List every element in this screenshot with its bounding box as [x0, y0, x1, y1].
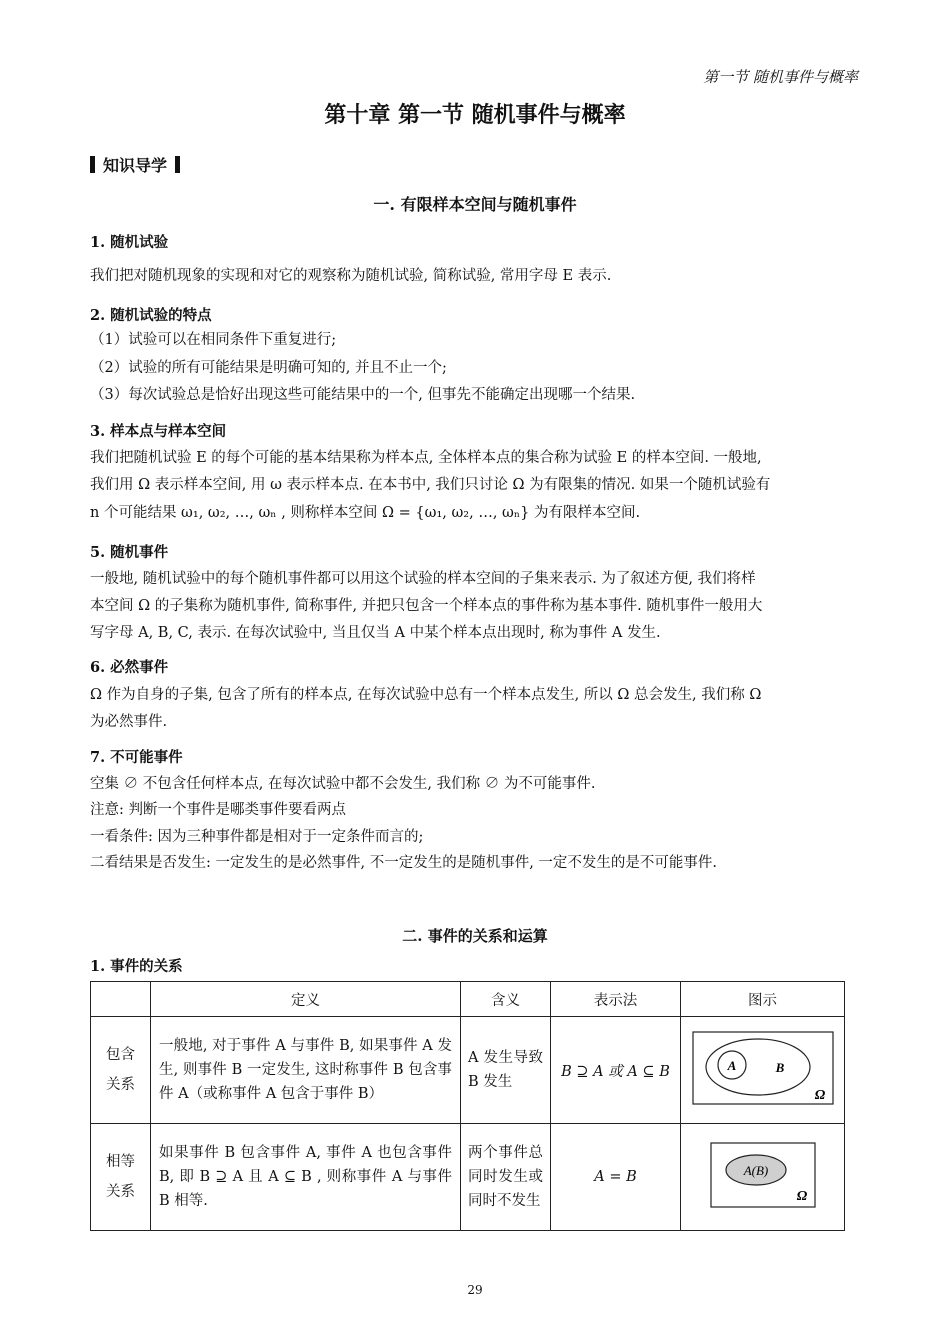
table-header-notation: 表示法 — [551, 982, 681, 1017]
heading-experiment-features: 2. 随机试验的特点 — [90, 307, 212, 324]
para-random-event-l1: 一般地, 随机试验中的每个随机事件都可以用这个试验的样本空间的子集来表示. 为了叙述方便, 我们将样 — [90, 571, 756, 587]
table-row — [91, 1017, 845, 1124]
page-title: 第十章 第一节 随机事件与概率 — [324, 102, 626, 128]
tag-bar-left — [90, 156, 95, 173]
heading-certain-event: 6. 必然事件 — [90, 659, 169, 676]
page-number: 29 — [467, 1283, 483, 1297]
para-certain-event-l1: Ω 作为自身的子集, 包含了所有的样本点, 在每次试验中总有一个样本点发生, 所以 Ω 总会发生, 我们称 Ω — [90, 687, 762, 703]
table-header-diagram: 图示 — [681, 982, 845, 1017]
para-impossible-event: 空集 ∅ 不包含任何样本点, 在每次试验中都不会发生, 我们称 ∅ 为不可能事件. — [90, 776, 596, 792]
para-note: 注意: 判断一个事件是哪类事件要看两点 — [90, 802, 346, 818]
para-sample-space-l3: n 个可能结果 ω₁, ω₂, …, ωₙ , 则称样本空间 Ω = {ω₁, ω₂, …, ωₙ} 为有限样本空间. — [90, 505, 641, 521]
relation-name-l1: 包含 — [106, 1047, 135, 1063]
meaning-cell: 两个事件总同时发生或同时不发生 — [461, 1124, 551, 1231]
running-head: 第一节 随机事件与概率 — [703, 68, 858, 86]
table-header-row — [91, 982, 845, 1017]
para-random-event-l3: 写字母 A, B, C, 表示. 在每次试验中, 当且仅当 A 中某个样本点出现时, 称为事件 A 发生. — [90, 625, 661, 641]
section-tag — [90, 153, 180, 176]
para-sample-space-l1: 我们把随机试验 E 的每个可能的基本结果称为样本点, 全体样本点的集合称为试验 E 的样本空间. 一般地, — [90, 450, 762, 466]
relation-name-l2: 关系 — [106, 1077, 135, 1093]
inclusion-venn-diagram — [692, 1031, 834, 1105]
sample-space-box — [693, 1032, 833, 1104]
heading-random-experiment: 1. 随机试验 — [90, 234, 169, 251]
relation-name-cell — [91, 1124, 151, 1231]
label-b: B — [775, 1060, 784, 1075]
definition-cell: 一般地, 对于事件 A 与事件 B, 如果事件 A 发生, 则事件 B 一定发生, 这时称事件 B 包含事件 A（或称事件 A 包含于事件 B） — [151, 1017, 461, 1124]
label-omega: Ω — [796, 1189, 807, 1204]
section2-heading: 二. 事件的关系和运算 — [402, 927, 548, 945]
table-header-blank — [91, 982, 151, 1017]
relations-table — [90, 981, 845, 1231]
feature-item-2: （2）试验的所有可能结果是明确可知的, 并且不止一个; — [90, 360, 447, 376]
section1-heading: 一. 有限样本空间与随机事件 — [373, 195, 577, 214]
label-omega: Ω — [814, 1088, 825, 1103]
label-ab: A(B) — [743, 1163, 768, 1178]
table-header-meaning: 含义 — [461, 982, 551, 1017]
para-note-result: 二看结果是否发生: 一定发生的是必然事件, 不一定发生的是随机事件, 一定不发生的是不可能事件. — [90, 855, 718, 871]
tag-label: 知识导学 — [103, 156, 168, 175]
para-random-event-l2: 本空间 Ω 的子集称为随机事件, 简称事件, 并把只包含一个样本点的事件称为基本事件. 随机事件一般用大 — [90, 598, 763, 614]
tag-bar-right — [175, 156, 180, 173]
para-certain-event-l2: 为必然事件. — [90, 714, 168, 730]
table-row — [91, 1124, 845, 1231]
feature-item-1: （1）试验可以在相同条件下重复进行; — [90, 332, 337, 348]
meaning-cell: A 发生导致 B 发生 — [461, 1017, 551, 1124]
heading-event-relations: 1. 事件的关系 — [90, 958, 183, 975]
diagram-cell — [681, 1017, 845, 1124]
para-sample-space-l2: 我们用 Ω 表示样本空间, 用 ω 表示样本点. 在本书中, 我们只讨论 Ω 为有限集的情况. 如果一个随机试验有 — [90, 477, 771, 493]
equality-venn-diagram — [710, 1142, 816, 1208]
heading-random-event: 5. 随机事件 — [90, 544, 169, 561]
definition-cell: 如果事件 B 包含事件 A, 事件 A 也包含事件 B, 即 B ⊇ A 且 A ⊆ B , 则称事件 A 与事件 B 相等. — [151, 1124, 461, 1231]
para-random-experiment: 我们把对随机现象的实现和对它的观察称为随机试验, 简称试验, 常用字母 E 表示. — [90, 268, 612, 284]
heading-impossible-event: 7. 不可能事件 — [90, 749, 183, 766]
diagram-cell — [681, 1124, 845, 1231]
relation-name-l1: 相等 — [106, 1154, 135, 1170]
heading-sample-space: 3. 样本点与样本空间 — [90, 423, 227, 440]
feature-item-3: （3）每次试验总是恰好出现这些可能结果中的一个, 但事先不能确定出现哪一个结果. — [90, 387, 636, 403]
para-note-condition: 一看条件: 因为三种事件都是相对于一定条件而言的; — [90, 829, 424, 845]
notation-cell: B ⊇ A 或 A ⊆ B — [551, 1017, 681, 1124]
table-header-definition: 定义 — [151, 982, 461, 1017]
notation-cell: A = B — [551, 1124, 681, 1231]
label-a: A — [727, 1058, 736, 1073]
relation-name-cell — [91, 1017, 151, 1124]
relation-name-l2: 关系 — [106, 1184, 135, 1200]
